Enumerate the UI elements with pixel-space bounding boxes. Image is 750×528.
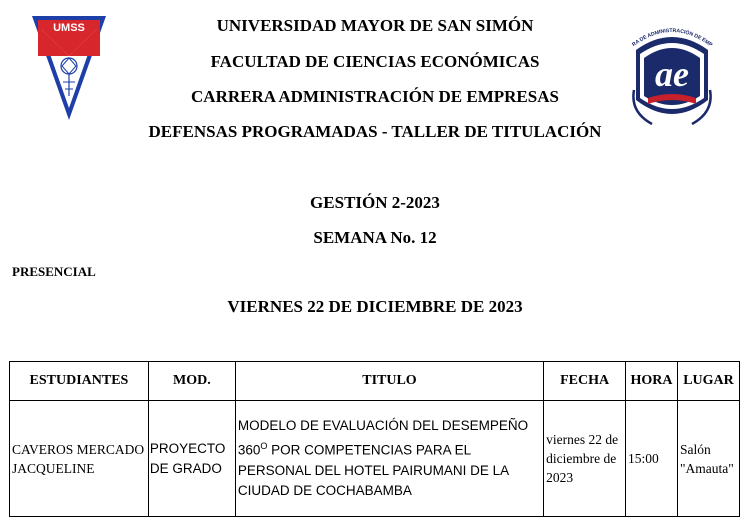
col-header-date: FECHA — [544, 362, 626, 401]
title-text-start: MODELO DE EVALUACIÓN DEL DESEMPEÑO 360 — [237, 418, 529, 458]
week: SEMANA No. 12 — [313, 228, 437, 247]
time-cell: 15:00 — [626, 401, 678, 517]
mode-cell: PROYECTO DE GRADO — [148, 401, 235, 517]
col-header-place: LUGAR — [677, 362, 739, 401]
table-header-row — [10, 362, 740, 401]
col-header-mode: MOD. — [148, 362, 235, 401]
title-degree-sup: O — [260, 441, 268, 452]
ae-logo-ring-text: RA DE ADMINISTRACIÓN DE EMP — [631, 27, 714, 49]
defense-date: VIERNES 22 DE DICIEMBRE DE 2023 — [227, 297, 523, 316]
document-title: DEFENSAS PROGRAMADAS - TALLER DE TITULACIÓN — [148, 122, 602, 141]
place-cell: Salón "Amauta" — [677, 401, 739, 517]
faculty-name: FACULTAD DE CIENCIAS ECONÓMICAS — [210, 52, 540, 71]
modality-label: PRESENCIAL — [12, 264, 96, 279]
date-cell: viernes 22 de diciembre de 2023 — [544, 401, 626, 517]
university-name: UNIVERSIDAD MAYOR DE SAN SIMÓN — [216, 16, 534, 35]
col-header-time: HORA — [626, 362, 678, 401]
title-text-end: POR COMPETENCIAS PARA EL PERSONAL DEL HOTEL PAIRUMANI DE LA CIUDAD DE COCHABAMBA — [237, 442, 509, 498]
col-header-students: ESTUDIANTES — [10, 362, 149, 401]
student-cell: CAVEROS MERCADO JACQUELINE — [10, 401, 149, 517]
ae-logo-letters: ae — [655, 54, 689, 94]
ae-logo — [626, 20, 718, 132]
career-name: CARRERA ADMINISTRACIÓN DE EMPRESAS — [191, 87, 559, 106]
period: GESTIÓN 2-2023 — [310, 193, 440, 212]
table-row — [10, 401, 740, 517]
defense-schedule-table — [9, 361, 740, 517]
title-cell — [235, 401, 543, 517]
umss-logo-text: UMSS — [53, 22, 85, 34]
col-header-title: TITULO — [235, 362, 543, 401]
